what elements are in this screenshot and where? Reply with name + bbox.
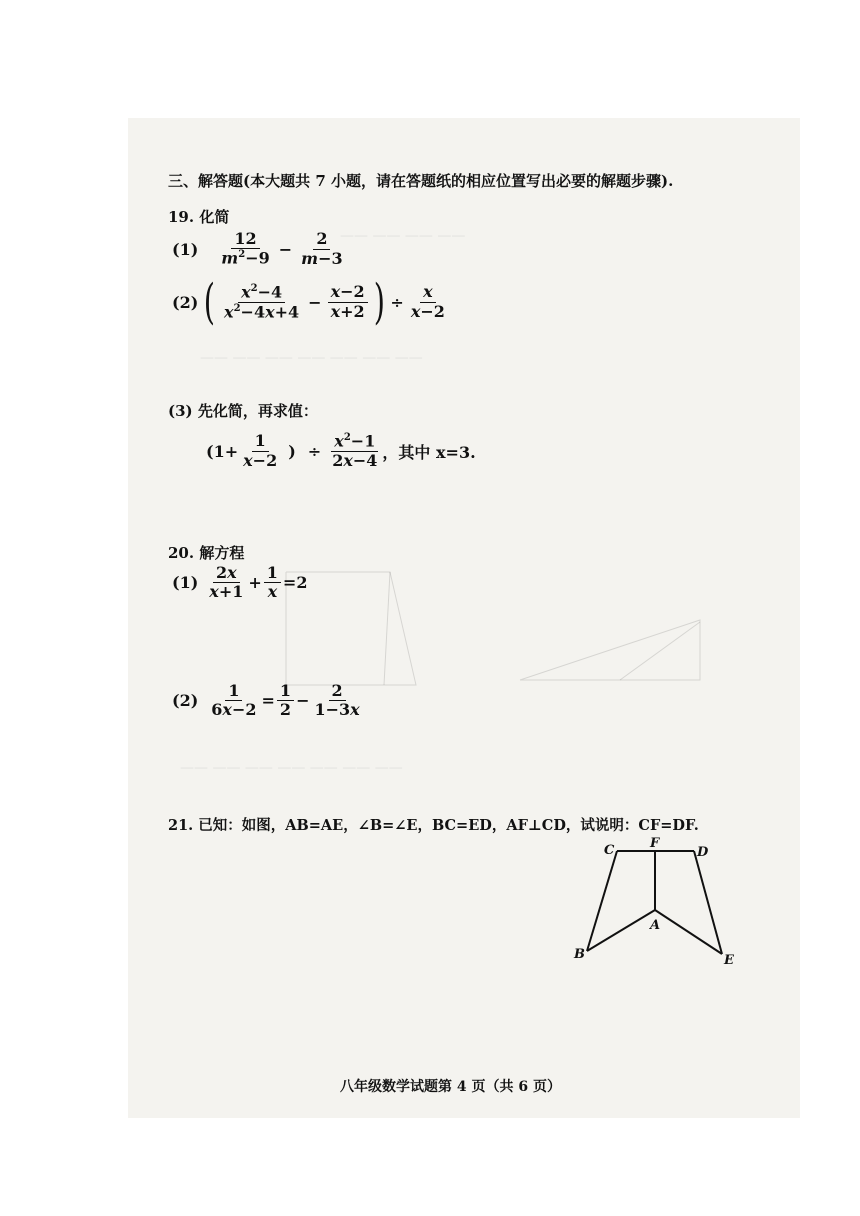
fraction: $\frac{1}{2}$ bbox=[277, 682, 294, 720]
q19-p1-label: (1) bbox=[172, 239, 199, 259]
fraction: $\frac{12}{m^2-9}$ bbox=[221, 229, 270, 268]
fraction: $\frac{1}{x}$ bbox=[264, 564, 281, 602]
q19-part3: (1+ $\frac{1}{x-2}$ ) ÷ $\frac{x^2-1}{2x-4}$ ，其中 x=3. bbox=[206, 431, 476, 470]
q19-p3-condition: ，其中 x=3. bbox=[382, 442, 476, 462]
fraction: $\frac{2x}{x+1}$ bbox=[209, 563, 244, 602]
bleed-through-figures bbox=[280, 560, 720, 730]
q20-heading: 20. 解方程 bbox=[168, 544, 245, 562]
q19-part2: (2) ( $\frac{x^2-4}{x^2-4x+4}$ − $\frac{x-2}{x+2}$ ) ÷ $\frac{x}{x-2}$ bbox=[172, 278, 450, 326]
q20-p2-label: (2) bbox=[172, 691, 199, 711]
q20-part2: (2) $\frac{1}{6x-2}$ = $\frac{1}{2}$ − $\frac{2}{1-3x}$ bbox=[172, 682, 365, 720]
q19-part3-label: (3) 先化简，再求值： bbox=[168, 402, 318, 420]
fraction: $\frac{2}{1-3x}$ bbox=[314, 681, 360, 720]
q20-part1: (1) $\frac{2x}{x+1}$ + $\frac{1}{x}$ =2 bbox=[172, 563, 308, 602]
point-label-a: A bbox=[650, 918, 661, 933]
bleed-through: —— —— —— —— —— —— —— bbox=[200, 350, 423, 366]
point-label-c: C bbox=[604, 843, 615, 858]
q19-part1: (1) $\frac{12}{m^2-9}$ − $\frac{2}{m-3}$ bbox=[172, 230, 348, 268]
q21-geometry-figure bbox=[560, 834, 750, 974]
fraction: $\frac{x}{x-2}$ bbox=[410, 282, 445, 321]
q19-p2-label: (2) bbox=[172, 292, 199, 312]
point-label-d: D bbox=[697, 845, 709, 860]
bleed-through: —— —— —— —— —— —— —— bbox=[180, 760, 403, 776]
point-label-b: B bbox=[574, 947, 585, 962]
q20-p1-label: (1) bbox=[172, 573, 199, 593]
fraction: $\frac{1}{x-2}$ bbox=[243, 431, 278, 470]
point-label-f: F bbox=[650, 836, 660, 851]
fraction: $\frac{1}{6x-2}$ bbox=[211, 681, 257, 720]
page-footer: 八年级数学试题第 4 页（共 6 页） bbox=[340, 1079, 561, 1095]
point-label-e: E bbox=[724, 953, 734, 968]
section-title: 三、解答题(本大题共 7 小题，请在答题纸的相应位置写出必要的解题步骤). bbox=[168, 172, 674, 190]
bleed-through: —— —— —— —— bbox=[340, 228, 466, 244]
fraction: $\frac{x-2}{x+2}$ bbox=[328, 283, 368, 321]
fraction: $\frac{x^2-1}{2x-4}$ bbox=[332, 431, 378, 470]
fraction: $\frac{2}{m-3}$ bbox=[301, 229, 343, 268]
q19-heading: 19. 化简 bbox=[168, 208, 230, 226]
q21-text: 21. 已知：如图，AB=AE，∠B=∠E，BC=ED，AF⊥CD，试说明：CF=DF. bbox=[168, 817, 699, 834]
fraction: $\frac{x^2-4}{x^2-4x+4}$ bbox=[224, 282, 300, 321]
